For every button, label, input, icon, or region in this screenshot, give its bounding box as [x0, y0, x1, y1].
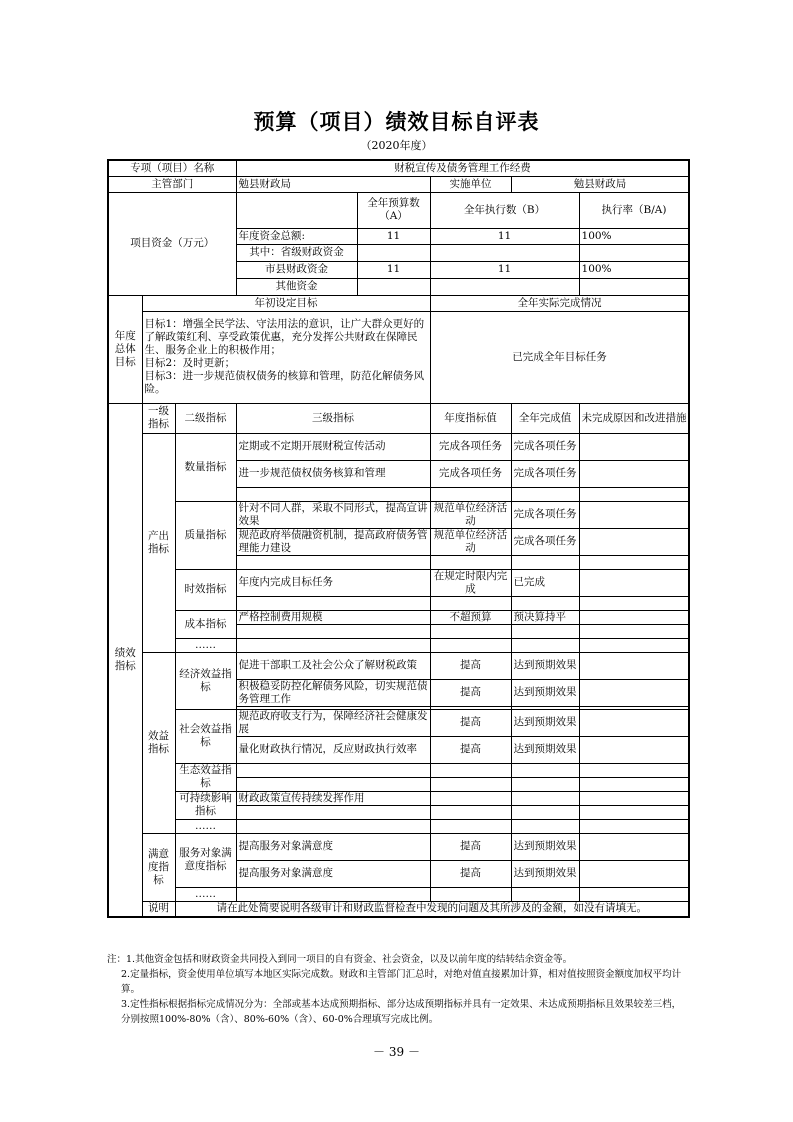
indicator-actual: 达到预期效果: [511, 652, 579, 679]
indicator-reason: [579, 763, 689, 777]
indicator-name: [236, 555, 430, 569]
fund-row-label: 市县财政资金: [236, 261, 357, 278]
indicator-reason: [579, 569, 689, 596]
indicator-target: [430, 805, 511, 819]
indicator-name: [236, 819, 430, 833]
goal-done-value: 已完成全年目标任务: [430, 311, 689, 403]
indicator-target: [430, 624, 511, 638]
fund-row-a: [357, 278, 430, 295]
label-annual-goal: 年度总体目标: [108, 295, 142, 403]
indicator-actual: 完成各项任务: [511, 460, 579, 487]
indicator-name: [236, 805, 430, 819]
label-funds: 项目资金（万元）: [108, 192, 236, 295]
indicator-target: 提高: [430, 679, 511, 706]
indicator-target: 提高: [430, 860, 511, 887]
indicator-name: 针对不同人群，采取不同形式，提高宣讲效果: [236, 501, 430, 528]
note-text: 请在此处简要说明各级审计和财政监督检查中发现的问题及其所涉及的金额，如没有请填无。: [175, 901, 689, 917]
indicator-name: [236, 624, 430, 638]
label-cost: 成本指标: [175, 610, 236, 638]
indicator-target: [430, 555, 511, 569]
indicator-actual: 达到预期效果: [511, 860, 579, 887]
indicator-target: [430, 819, 511, 833]
indicator-target: 不超预算: [430, 610, 511, 624]
indicator-reason: [579, 709, 689, 736]
col-exec: 全年执行数（B）: [430, 192, 579, 228]
goal-text: 目标1：增强全民学法、守法用法的意识，让广大群众更好的了解政策红利、享受政策优惠，充分发挥公共财政在保障民生、服务企业上的积极作用； 目标2：及时更新； 目标3：进一步规范债权债务的核算和管理，防范化解债务风险。: [142, 311, 430, 403]
label-economic: 经济效益指标: [175, 652, 236, 709]
indicator-name: 年度内完成目标任务: [236, 569, 430, 596]
indicator-target: 规范单位经济活动: [430, 501, 511, 528]
label-timeliness: 时效指标: [175, 569, 236, 610]
indicator-name: [236, 777, 430, 791]
ellipsis: ……: [175, 819, 236, 833]
indicator-actual: [511, 638, 579, 652]
indicator-target: 提高: [430, 709, 511, 736]
label-output: 产出指标: [142, 433, 175, 652]
page-title: 预算（项目）绩效目标自评表: [253, 110, 540, 134]
indicator-reason: [579, 460, 689, 487]
indicator-reason: [579, 833, 689, 860]
fund-row-rate: 100%: [579, 261, 689, 278]
indicator-actual: 预决算持平: [511, 610, 579, 624]
fund-row-b: 11: [430, 228, 579, 244]
project-name-value: 财税宣传及债务管理工作经费: [236, 160, 689, 176]
indicator-target: [430, 791, 511, 805]
indicator-target: 提高: [430, 736, 511, 763]
indicator-actual: [511, 819, 579, 833]
indicator-target: [430, 777, 511, 791]
indicator-actual: [511, 805, 579, 819]
fund-row-a: [357, 244, 430, 261]
indicator-reason: [579, 679, 689, 706]
indicator-reason: [579, 887, 689, 901]
col-rate: 执行率（B/A): [579, 192, 689, 228]
footnotes: [107, 952, 690, 1027]
indicator-actual: [511, 624, 579, 638]
fund-row-label: 年度资金总额:: [236, 228, 357, 244]
indicator-target: [430, 887, 511, 901]
label-perf: 绩效指标: [108, 403, 142, 917]
indicator-name: 严格控制费用规模: [236, 610, 430, 624]
label-impl: 实施单位: [430, 176, 511, 192]
indicator-name: 积极稳妥防控化解债务风险，切实规范债务管理工作: [236, 679, 430, 706]
fund-row-b: 11: [430, 261, 579, 278]
indicator-name: 提高服务对象满意度: [236, 860, 430, 887]
indicator-target: 提高: [430, 652, 511, 679]
label-project-name: 专项（项目）名称: [108, 160, 236, 176]
funds-blank-header: [236, 192, 357, 228]
indicator-name: [236, 596, 430, 610]
indicator-name: [236, 763, 430, 777]
fund-row-b: [430, 278, 579, 295]
header-reason: 未完成原因和改进措施: [579, 403, 689, 433]
col-goal-set: 年初设定目标: [142, 295, 430, 311]
impl-value: 勉县财政局: [511, 176, 689, 192]
indicator-reason: [579, 638, 689, 652]
ellipsis: ……: [175, 638, 236, 652]
header-target: 年度指标值: [430, 403, 511, 433]
indicator-name: 量化财政执行情况，反应财政执行效率: [236, 736, 430, 763]
self-evaluation-table: [107, 159, 690, 918]
indicator-name: 财政政策宣传持续发挥作用: [236, 791, 430, 805]
indicator-reason: [579, 819, 689, 833]
fund-row-rate: 100%: [579, 228, 689, 244]
label-quantity: 数量指标: [175, 433, 236, 501]
indicator-reason: [579, 805, 689, 819]
fund-row-label: 其他资金: [236, 278, 357, 295]
indicator-name: [236, 487, 430, 501]
indicator-actual: [511, 777, 579, 791]
indicator-reason: [579, 501, 689, 528]
indicator-name: [236, 887, 430, 901]
indicator-reason: [579, 487, 689, 501]
label-satisfaction: 满意度指标: [142, 833, 175, 901]
dept-value: 勉县财政局: [236, 176, 430, 192]
indicator-reason: [579, 624, 689, 638]
indicator-reason: [579, 652, 689, 679]
fund-row-rate: [579, 278, 689, 295]
indicator-target: [430, 638, 511, 652]
indicator-actual: 达到预期效果: [511, 679, 579, 706]
indicator-actual: 已完成: [511, 569, 579, 596]
indicator-actual: [511, 487, 579, 501]
label-sustainable: 可持续影响指标: [175, 791, 236, 819]
indicator-target: [430, 763, 511, 777]
indicator-reason: [579, 528, 689, 555]
indicator-reason: [579, 555, 689, 569]
indicator-target: 规范单位经济活动: [430, 528, 511, 555]
indicator-name: 规范政府收支行为，保障经济社会健康发展: [236, 709, 430, 736]
indicator-name: 规范政府举债融资机制，提高政府债务管理能力建设: [236, 528, 430, 555]
page-number: － 39 －: [373, 1045, 420, 1059]
header-level2: 二级指标: [175, 403, 236, 433]
indicator-target: 在规定时限内完成: [430, 569, 511, 596]
label-quality: 质量指标: [175, 501, 236, 569]
indicator-target: [430, 596, 511, 610]
indicator-target: 完成各项任务: [430, 460, 511, 487]
page-subtitle: （2020年度）: [360, 139, 433, 152]
indicator-reason: [579, 736, 689, 763]
footnote: 2.定量指标，资金使用单位填写本地区实际完成数。财政和主管部门汇总时，对绝对值直接累加计算，相对值按照资金额度加权平均计算。: [121, 969, 682, 995]
indicator-actual: 达到预期效果: [511, 833, 579, 860]
footnote: 3.定性指标根据指标完成情况分为：全部或基本达成预期指标、部分达成预期指标并具有一定效果、未达成预期指标且效果较差三档，分别按照100%-80%（含）、80%-60%（含）、60-0%合理填写完成比例。: [121, 999, 682, 1025]
fund-row-b: [430, 244, 579, 261]
footnote: 注：1.其他资金包括和财政资金共同投入到同一项目的自有资金、社会资金，以及以前年度的结转结余资金等。: [107, 954, 573, 965]
indicator-actual: [511, 596, 579, 610]
indicator-name: 提高服务对象满意度: [236, 833, 430, 860]
label-dept: 主管部门: [108, 176, 236, 192]
indicator-actual: [511, 791, 579, 805]
indicator-name: 定期或不定期开展财税宣传活动: [236, 433, 430, 460]
label-satisfaction-sub: 服务对象满意度指标: [175, 833, 236, 887]
header-actual: 全年完成值: [511, 403, 579, 433]
indicator-target: [430, 487, 511, 501]
ellipsis: ……: [175, 887, 236, 901]
indicator-actual: 完成各项任务: [511, 433, 579, 460]
col-goal-done: 全年实际完成情况: [430, 295, 689, 311]
fund-row-a: 11: [357, 228, 430, 244]
indicator-name: 进一步规范债权债务核算和管理: [236, 460, 430, 487]
fund-row-a: 11: [357, 261, 430, 278]
header-level3: 三级指标: [236, 403, 430, 433]
indicator-actual: [511, 887, 579, 901]
indicator-actual: 达到预期效果: [511, 709, 579, 736]
label-benefit: 效益指标: [142, 652, 175, 833]
label-note: 说明: [142, 901, 175, 917]
indicator-reason: [579, 433, 689, 460]
fund-row-rate: [579, 244, 689, 261]
indicator-actual: 达到预期效果: [511, 736, 579, 763]
indicator-target: 提高: [430, 833, 511, 860]
indicator-actual: 完成各项任务: [511, 528, 579, 555]
indicator-reason: [579, 860, 689, 887]
label-social: 社会效益指标: [175, 709, 236, 763]
col-budget: 全年预算数（A）: [357, 192, 430, 228]
indicator-reason: [579, 791, 689, 805]
label-ecological: 生态效益指标: [175, 763, 236, 791]
header-level1: 一级指标: [142, 403, 175, 433]
indicator-actual: [511, 763, 579, 777]
indicator-reason: [579, 610, 689, 624]
indicator-actual: 完成各项任务: [511, 501, 579, 528]
indicator-reason: [579, 596, 689, 610]
indicator-name: 促进干部职工及社会公众了解财税政策: [236, 652, 430, 679]
indicator-actual: [511, 555, 579, 569]
indicator-reason: [579, 777, 689, 791]
indicator-target: 完成各项任务: [430, 433, 511, 460]
indicator-name: [236, 638, 430, 652]
fund-row-label: 其中：省级财政资金: [236, 244, 357, 261]
